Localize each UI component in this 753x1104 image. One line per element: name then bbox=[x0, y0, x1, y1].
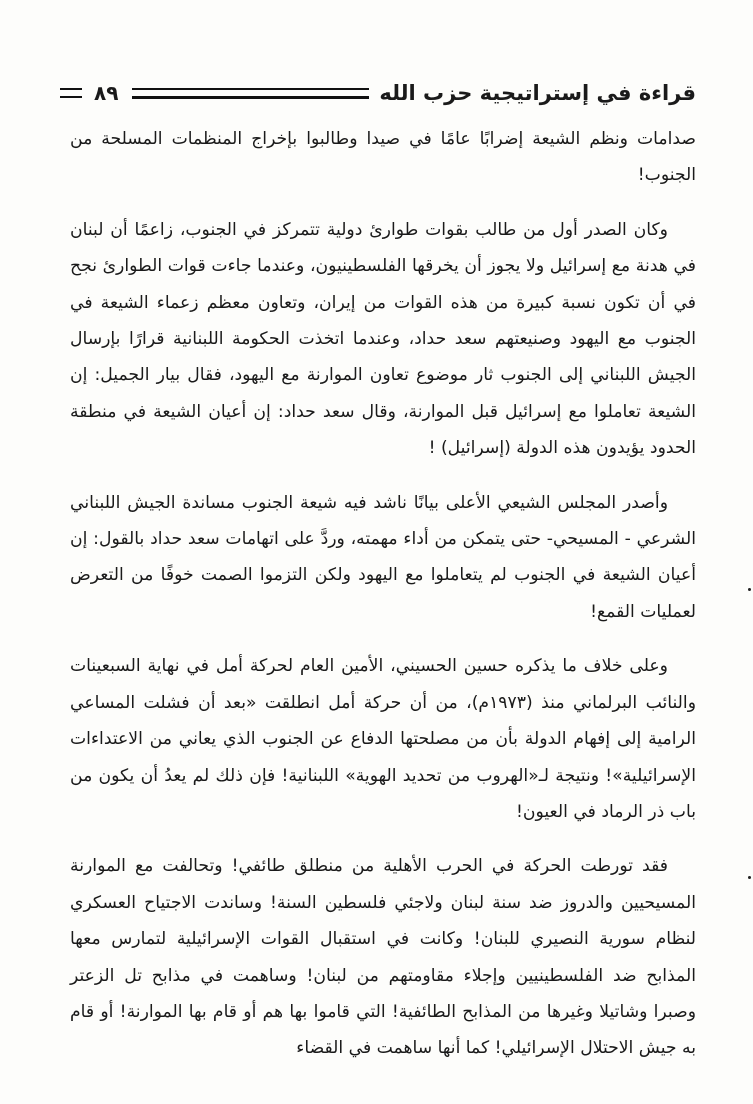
running-title: قراءة في إستراتيجية حزب الله bbox=[379, 81, 696, 105]
paragraph-2: وكان الصدر أول من طالب بقوات طوارئ دولية تتمركز في الجنوب، زاعمًا أن لبنان في هدنة مع إسرائيل ولا يجوز أن يخرقها الفلسطينيون، وعندما جاءت قوات الطوارئ نجح في أن تكون نسبة كبيرة من هذه القوات من إيران، وتعاون معظم زعماء الشيعة في الجنوب مع اليهود وصنيعتهم سعد حداد، وعندما اتخذت الحكومة اللبنانية قرارًا بإرسال الجيش اللبناني إلى الجنوب ثار موضوع تعاون الموارنة مع اليهود، فقال بيار الجميل: إن الشيعة تعاملوا مع إسرائيل قبل الموارنة، وقال سعد حداد: إن أعيان الشيعة في منطقة الحدود يؤيدون هذه الدولة (إسرائيل) ! bbox=[70, 219, 696, 459]
paragraph-5: فقد تورطت الحركة في الحرب الأهلية من منطلق طائفي! وتحالفت مع الموارنة المسيحيين والدروز ضد سنة لبنان ولاجئي فلسطين السنة! وساندت الاجتياح العسكري لنظام سورية النصيري للبنان! وكانت في استقبال القوات الإسرائيلية لتمارس معها المذابح ضد الفلسطينيين وإجلاء مقاومتهم من لبنان! وساهمت في مذابح تل الزعتر وصبرا وشاتيلا وغيرها من المذابح الطائفية! التي قاموا بها هم أو قام بها الموارنة! أو قام به جيش الاحتلال الإسرائيلي! كما أنها ساهمت في القضاء bbox=[70, 856, 696, 1059]
scan-artifact bbox=[748, 588, 751, 591]
page-number: ٨٩ bbox=[94, 81, 119, 105]
paragraph-3: وأصدر المجلس الشيعي الأعلى بيانًا ناشد فيه شيعة الجنوب مساندة الجيش اللبناني الشرعي - المسيحي- حتى يتمكن من أداء مهمته، وردَّ على اتهامات سعد حداد بالقول: إن أعيان الشيعة في الجنوب لم يتعاملوا مع اليهود ولكن التزموا الصمت خوفًا من التعرض لعمليات القمع! bbox=[70, 492, 696, 622]
paragraph-1: صدامات ونظم الشيعة إضرابًا عامًا في صيدا وطالبوا بإخراج المنظمات المسلحة من الجنوب! bbox=[70, 129, 696, 186]
body-text bbox=[70, 121, 696, 1085]
paragraph-4: وعلى خلاف ما يذكره حسين الحسيني، الأمين العام لحركة أمل في نهاية السبعينات والنائب البرلماني منذ (١٩٧٣م)، من أن حركة أمل انطلقت «بعد أن فشلت المساعي الرامية إلى إفهام الدولة بأن من مصلحتها الدفاع عن الجنوب الذي يعاني من الاعتداءات الإسرائيلية»! ونتيجة لـ«الهروب من تحديد الهوية» اللبنانية! فإن ذلك لم يعدُ أن يكون من باب ذر الرماد في العيون! bbox=[70, 656, 696, 822]
page-header bbox=[60, 78, 696, 108]
scan-artifact bbox=[748, 876, 751, 879]
page-number-mark bbox=[60, 88, 82, 98]
header-rule bbox=[132, 88, 369, 99]
